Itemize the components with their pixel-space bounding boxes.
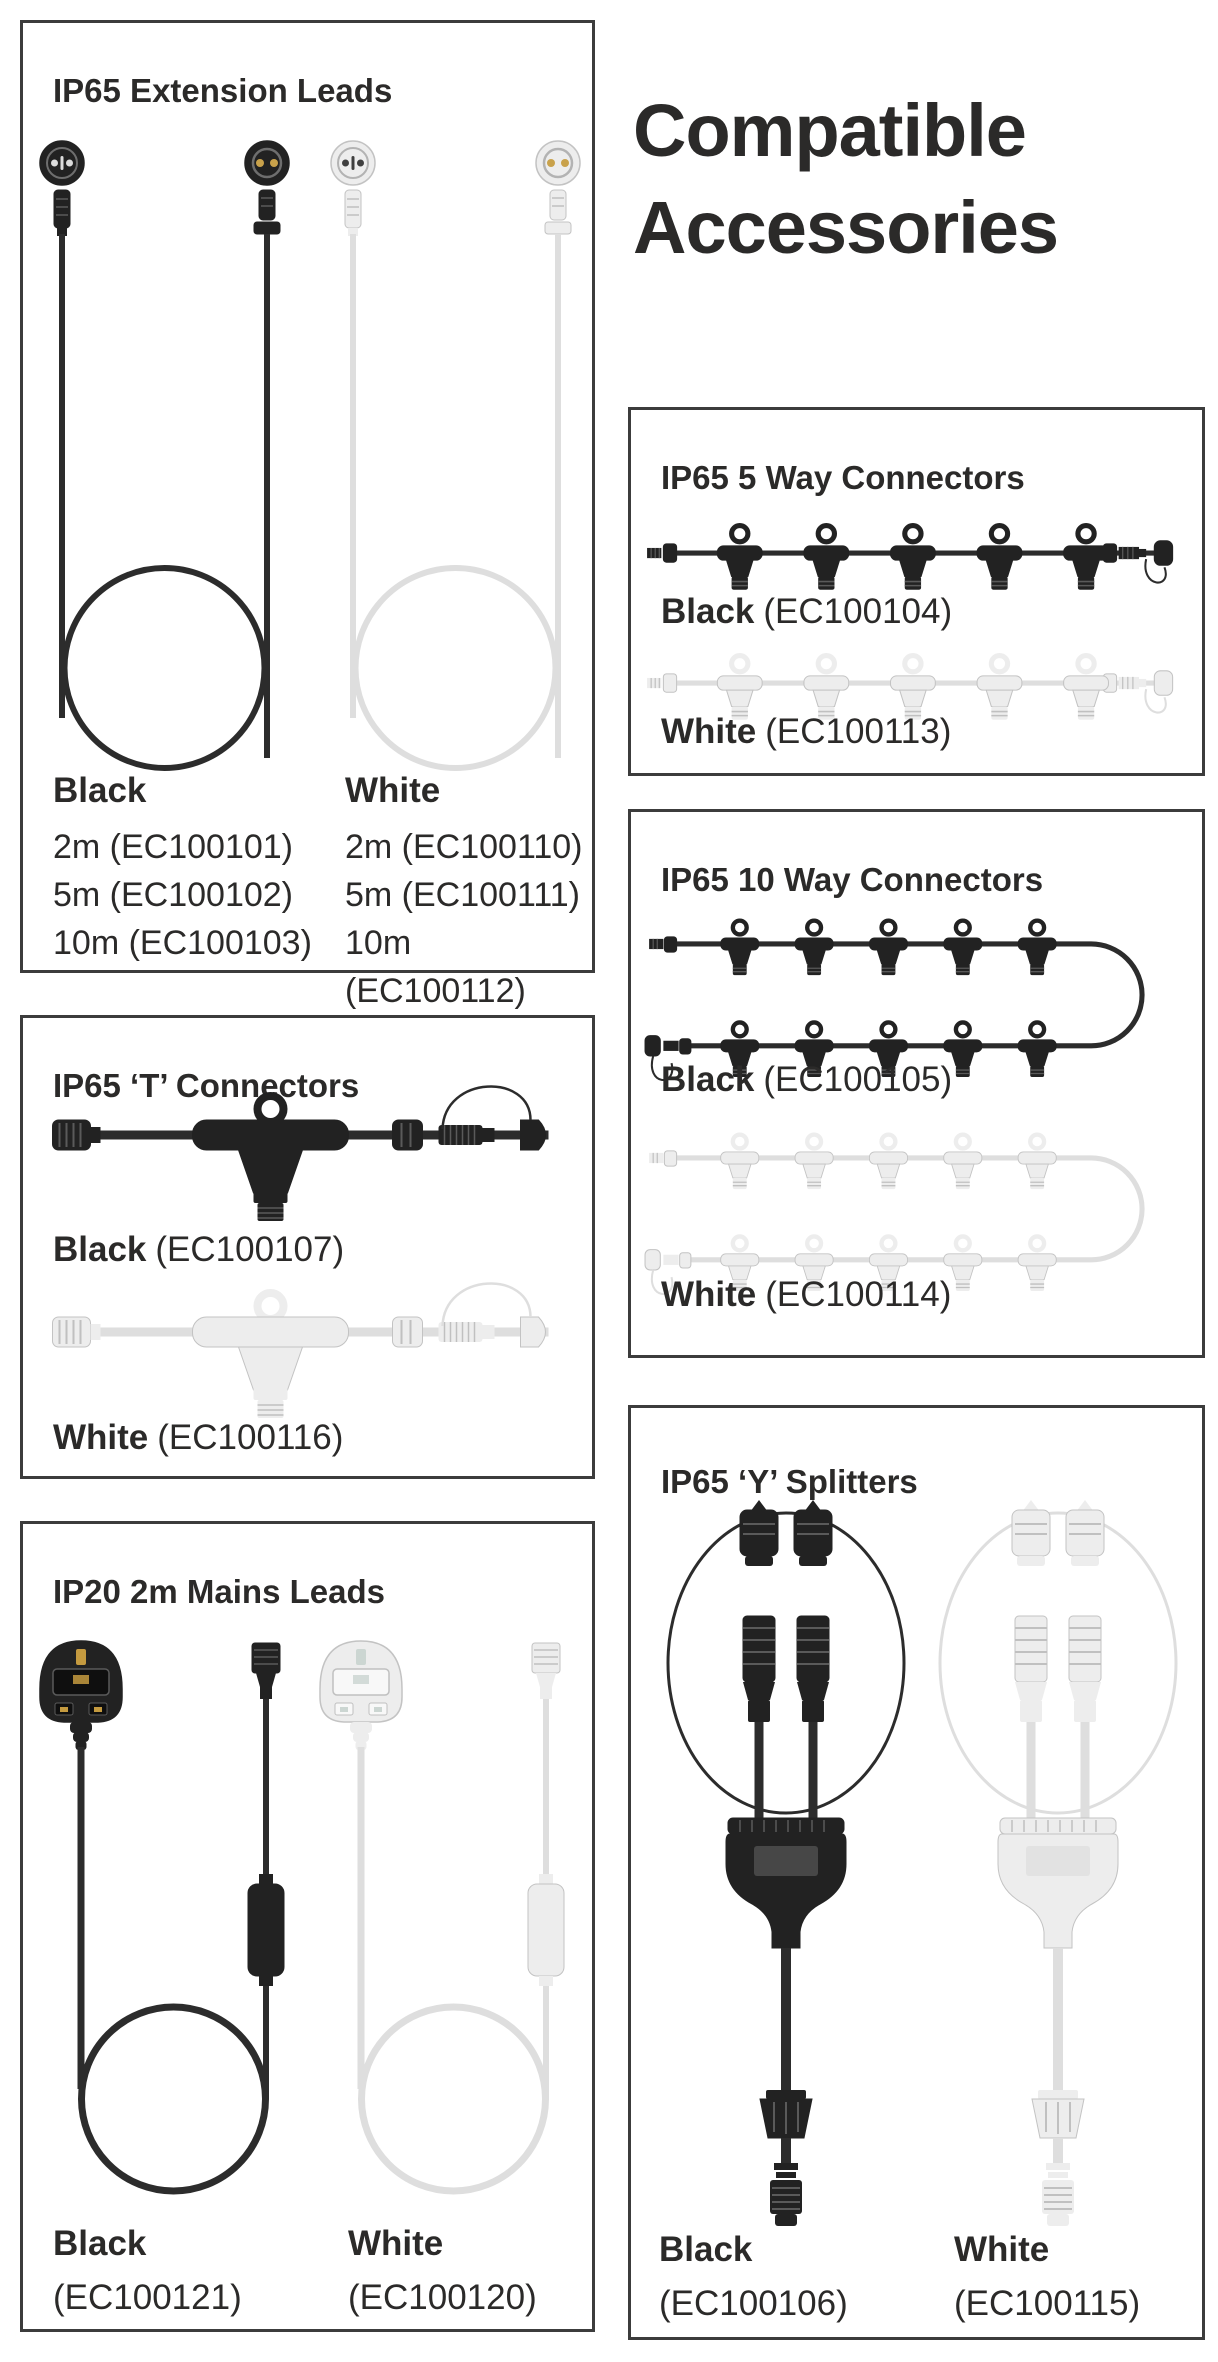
color-name: Black (53, 771, 147, 810)
y-splitters-title: IP65 ‘Y’ Splitters (661, 1463, 918, 1501)
color-name: White (345, 771, 441, 810)
t-connector-white-label (53, 1418, 343, 1458)
product-code: 10m (EC100112) (345, 924, 526, 1010)
mains-leads-title: IP20 2m Mains Leads (53, 1573, 385, 1611)
product-code: 2m (EC100101) (53, 828, 294, 866)
extension-leads-graphic (23, 118, 598, 818)
product-code: 10m (EC100103) (53, 924, 312, 962)
t-connector-black-graphic (33, 1073, 588, 1233)
y-splitter-white-label (954, 2230, 1140, 2324)
product-code: 2m (EC100110) (345, 828, 583, 866)
y-splitter-black-image (668, 1500, 904, 2226)
five-way-black-label (661, 592, 952, 632)
product-code: (EC100114) (765, 1275, 952, 1314)
t-connectors-title: IP65 ‘T’ Connectors (53, 1067, 360, 1105)
product-code: (EC100105) (763, 1060, 953, 1099)
color-name: Black (661, 592, 755, 631)
product-code: 5m (EC100102) (53, 876, 294, 914)
t-connector-white-graphic (33, 1270, 588, 1430)
five-way-black-graphic (643, 502, 1193, 600)
product-code: (EC100115) (954, 2284, 1141, 2323)
color-name: Black (53, 2224, 147, 2263)
product-code: (EC100120) (348, 2278, 537, 2317)
y-splitter-black-label (659, 2230, 848, 2324)
color-name: White (661, 1275, 757, 1314)
page-title-line1: Compatible (633, 89, 1026, 172)
extension-leads-white-column (345, 771, 592, 1015)
five-way-title: IP65 5 Way Connectors (661, 459, 1025, 497)
five-way-white-label (661, 712, 951, 752)
mains-lead-black-label (53, 2224, 242, 2318)
y-splitters-card (628, 1405, 1205, 2340)
extension-leads-black-column (53, 771, 312, 967)
y-splitter-white-image (940, 1500, 1176, 2226)
product-code: (EC100113) (765, 712, 952, 751)
color-name: Black (53, 1230, 147, 1269)
ten-way-connectors-card (628, 809, 1205, 1358)
mains-lead-black-image (40, 1641, 284, 2191)
color-name: White (661, 712, 757, 751)
extension-leads-title: IP65 Extension Leads (53, 72, 393, 110)
y-splitters-graphic (631, 1474, 1205, 2234)
mains-lead-white-label (348, 2224, 537, 2318)
color-name: White (954, 2230, 1050, 2269)
page-title-line2: Accessories (633, 186, 1059, 269)
product-code: (EC100116) (157, 1418, 344, 1457)
color-name: Black (661, 1060, 755, 1099)
extension-lead-black-image (40, 141, 289, 768)
product-code: (EC100107) (155, 1230, 345, 1269)
mains-leads-card (20, 1521, 595, 2332)
page-title (633, 82, 1213, 276)
product-code: (EC100121) (53, 2278, 242, 2317)
t-connectors-card (20, 1015, 595, 1479)
mains-leads-graphic (23, 1619, 598, 2219)
mains-lead-white-image (320, 1641, 564, 2191)
ten-way-white-label (661, 1275, 951, 1315)
color-name: Black (659, 2230, 753, 2269)
product-code: 5m (EC100111) (345, 876, 580, 914)
product-code: (EC100104) (763, 592, 953, 631)
ten-way-black-label (661, 1060, 952, 1100)
t-connector-black-label (53, 1230, 344, 1270)
product-code: (EC100106) (659, 2284, 848, 2323)
ten-way-title: IP65 10 Way Connectors (661, 861, 1044, 899)
extension-lead-white-image (331, 141, 580, 768)
color-name: White (53, 1418, 149, 1457)
color-name: White (348, 2224, 444, 2263)
five-way-connectors-card (628, 407, 1205, 776)
extension-leads-card (20, 20, 595, 1010)
